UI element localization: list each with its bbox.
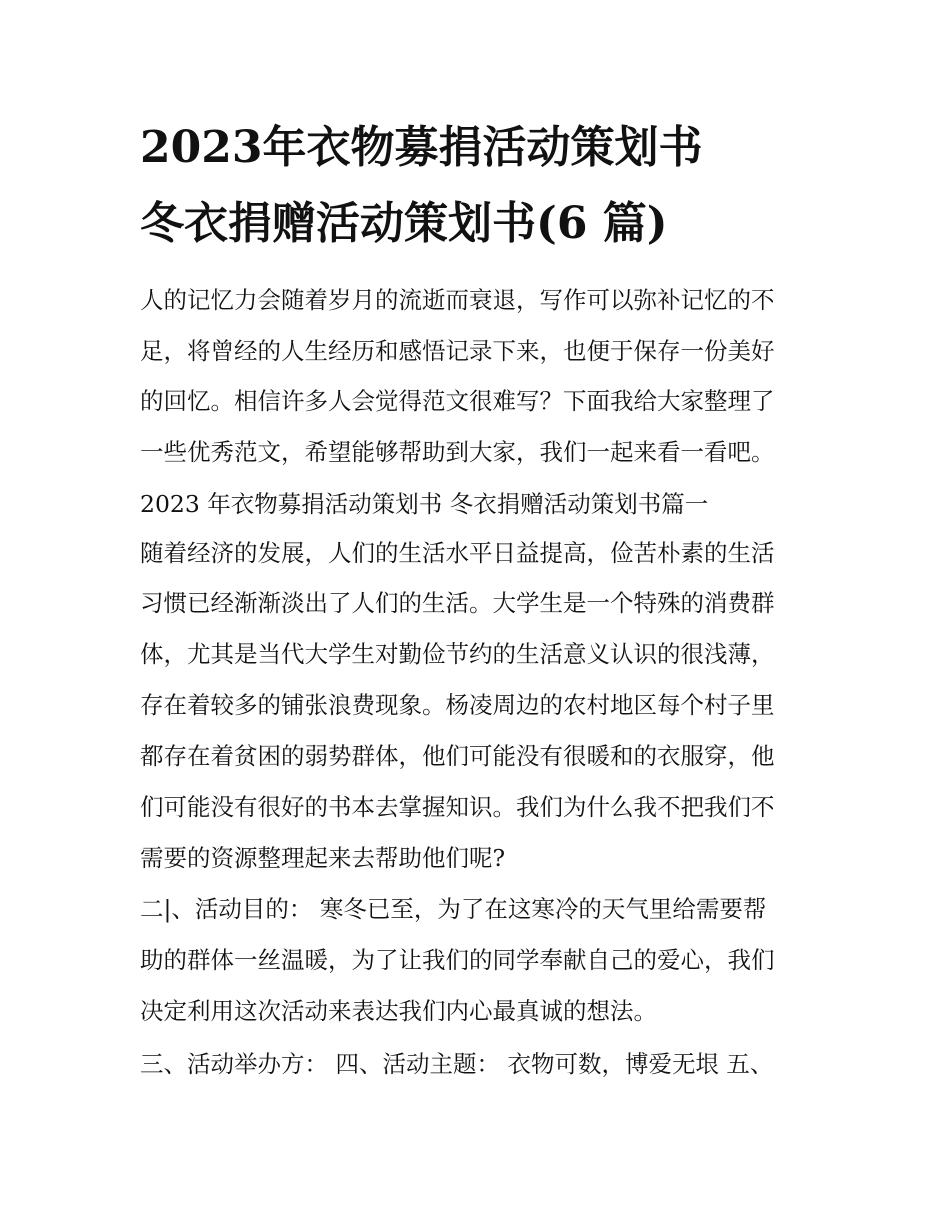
body-line: 体，尤其是当代大学生对勤俭节约的生活意义认识的很浅薄， — [140, 640, 775, 668]
body-line: 习惯已经渐渐淡出了人们的生活。大学生是一个特殊的消费群 — [140, 589, 775, 617]
body-line: 需要的资源整理起来去帮助他们呢? — [140, 844, 506, 872]
body-line: 存在着较多的铺张浪费现象。杨凌周边的农村地区每个村子里 — [140, 691, 775, 719]
title-close-paren: ) — [646, 198, 668, 249]
title-line-1 — [140, 120, 840, 176]
intro-line: 人的记忆力会随着岁月的流逝而衰退，写作可以弥补记忆的不 — [140, 286, 775, 314]
organizer-theme-line: 三、活动举办方： 四、活动主题： 衣物可数，博爱无垠 五、 — [140, 1050, 774, 1078]
intro-line: 足，将曾经的人生经历和感悟记录下来，也便于保存一份美好 — [140, 337, 775, 365]
title-count: (6 — [536, 198, 588, 249]
purpose-line: 二|、活动目的： 寒冬已至，为了在这寒冷的天气里给需要帮 — [140, 895, 767, 923]
purpose-line: 决定利用这次活动来表达我们内心最真诚的想法。 — [140, 997, 657, 1025]
title-line-2-text: 冬衣捐赠活动策划书 — [140, 198, 536, 249]
intro-line: 的回忆。相信许多人会觉得范文很难写？下面我给大家整理了 — [140, 387, 775, 415]
body-line: 们可能没有很好的书本去掌握知识。我们为什么我不把我们不 — [140, 793, 775, 821]
purpose-line: 助的群体一丝温暖，为了让我们的同学奉献自己的爱心，我们 — [140, 946, 775, 974]
intro-line: 一些优秀范文，希望能够帮助到大家，我们一起来看一看吧。 — [140, 438, 775, 466]
section-heading: 2023 年衣物募捐活动策划书 冬衣捐赠活动策划书篇一 — [140, 490, 709, 518]
title-line-2 — [140, 196, 840, 252]
body-line: 随着经济的发展，人们的生活水平日益提高，俭苦朴素的生活 — [140, 539, 775, 567]
body-line: 都存在着贫困的弱势群体，他们可能没有很暖和的衣服穿，他 — [140, 742, 775, 770]
title-line-1-text: 年衣物募捐活动策划书 — [262, 122, 703, 173]
title-count-unit: 篇 — [602, 198, 647, 249]
title-year: 2023 — [140, 122, 263, 173]
